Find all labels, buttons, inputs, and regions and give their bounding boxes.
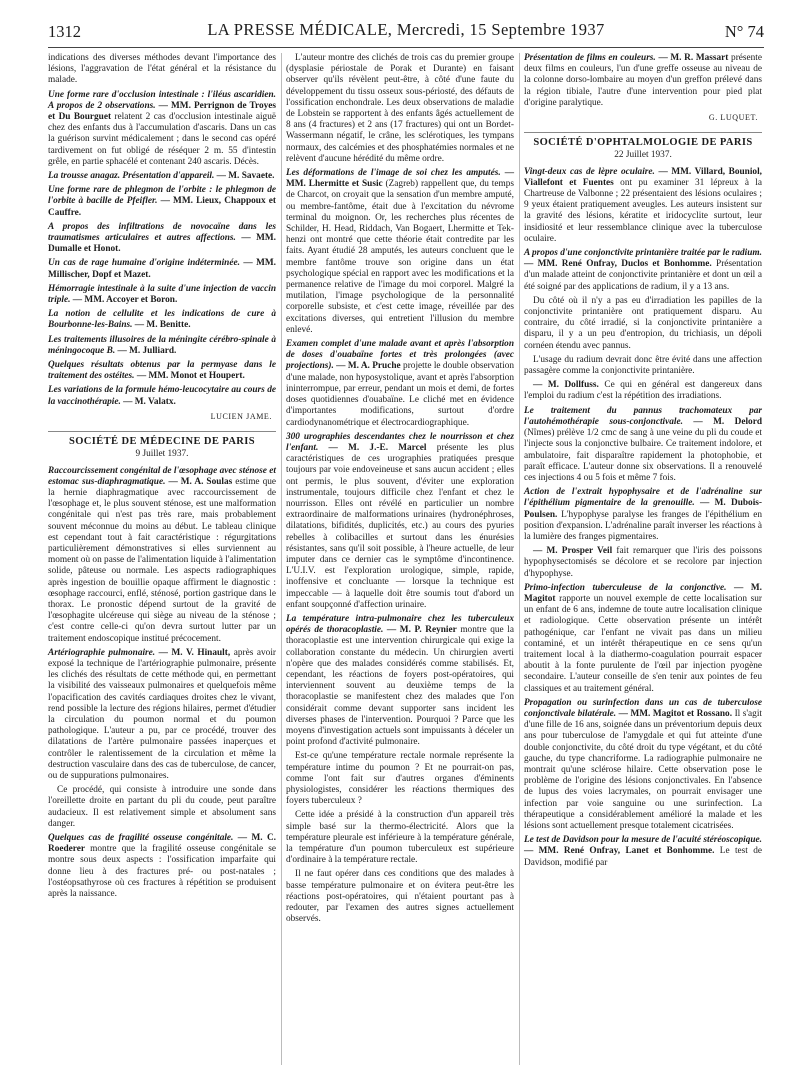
article-title: Quelques cas de fragilité osseuse congénitale. <box>48 833 234 843</box>
article-authors: — MM. Dumalle et Honot. <box>48 233 277 255</box>
article-title: Action de l'extrait hypophysaire et de l'adrénaline sur l'épithélium pigmentaire de la grenouille. <box>524 487 762 509</box>
article-entry <box>48 185 276 219</box>
article-entry <box>48 90 276 168</box>
article-authors: — M. A. Soulas <box>168 476 233 487</box>
comment-body: fait remarquer que l'iris des poissons hypophysectomisés se décolore et se recolore par injection d'hypophyse. <box>524 546 762 579</box>
article-body: présente deux films en couleurs, l'un d'une greffe osseuse au niveau de la colonne dorso-lombaire au moyen d'un greffon prélevé dans la région tibiale, l'autre d'une intervention pour pied plat d'origine paralytique. <box>524 53 763 108</box>
article-entry <box>286 168 514 336</box>
column-divider <box>281 53 282 1065</box>
article-title: Une forme rare d'occlusion intestinale : l'iléus ascaridien. A propos de 2 observations. <box>48 89 276 111</box>
article-title: A propos d'une conjonctivite printanière traitée par le radium. <box>524 248 762 259</box>
article-authors: — MM. Lieux, Chappoux et Cauffre. <box>48 196 276 218</box>
header-rule <box>48 47 764 48</box>
paragraph: indications des diverses méthodes devant l'importance des lésions, l'aggravation de l'état général et la résistance du malade. <box>48 53 276 86</box>
comment-entry <box>524 380 762 402</box>
article-body: projette le double observation d'une malade, non hyposystolique, avant et après l'absorption ininterrompue, par erreur, pendant un mois et demi, de fortes doses quotidiennes d'ouabaïne. Le cliché met en évidence d'importantes modifications, surtout d'ordre cardiodynanométrique et électrocardiographique. <box>286 361 514 428</box>
article-authors: — M. P. Reynier <box>386 625 457 636</box>
page-header <box>48 20 764 44</box>
paragraph: Cette idée a présidé à la construction d'un appareil très simple basé sur la thermo-électricité. Alors que la température pleurale est inférieure à la température générale, la température d'un poumon tuberculeux est supérieure d'ordinaire à la température rectale. <box>286 810 514 866</box>
article-body: rapporte un nouvel exemple de cette localisation sur un enfant de 6 ans, indemne de toute autre localisation clinique et radiologique. Cette observation présente un intérêt pathogénique, car l'enfant ne vivait pas dans un milieu contaminé, et un intérêt thérapeutique en ce sens qu'un traitement local à la diathermo-coagulation pourrait espacer aboutit à la fonte purulente de l'œil par injection pyogène secondaire. L'auteur conseille de s'en tenir aux pointes de feu classiques et au traitement général. <box>524 593 763 694</box>
article-authors: — M. Dubois-Poulsen. <box>524 498 763 520</box>
article-title: Propagation ou surinfection dans un cas de tuberculose conjonctivale bilatérale. <box>524 697 762 719</box>
article-title: Présentation de films en couleurs. <box>524 53 656 63</box>
article-title: La notion de cellulite et les indications de cure à Bourbonne-les-Bains. <box>48 309 276 331</box>
article-title: 300 urographies descendantes chez le nourrisson et chez l'enfant. <box>286 431 514 453</box>
comment-author: — M. Prosper Veil <box>533 546 613 557</box>
article-entry <box>48 171 276 182</box>
society-heading: SOCIÉTÉ D'OPHTALMOLOGIE DE PARIS <box>524 132 762 148</box>
article-entry <box>48 309 276 331</box>
article-authors: — MM. Magitot et Rossano. <box>618 708 733 719</box>
comment-entry <box>524 546 762 580</box>
article-authors: — M. C. Roederer <box>48 833 276 855</box>
article-title: Le test de Davidson pour la mesure de l'acuité stéréoscopique. <box>524 835 762 846</box>
article-entry <box>524 53 762 109</box>
article-entry <box>48 284 276 306</box>
comment-body: Ce qui en général est dangereux dans l'emploi du radium c'est la répétition des irradiations. <box>524 380 763 402</box>
article-entry <box>524 167 762 245</box>
article-entry <box>524 248 762 293</box>
article-authors: — MM. Lhermitte et Susic <box>286 168 514 190</box>
article-authors: — MM. Accoyer et Boron. <box>72 295 178 306</box>
paragraph: L'auteur montre des clichés de trois cas du premier groupe (dysplasie périostale de Porak et Durante) en faisant observer qu'ils révèlent peut-être, à côté d'une faute du développement du tissu osseux sous-périosté, des défauts de l'ossification enchondrale. Les deux observations de maladie de Lobstein se rapportent à des enfants âgés actuellement de 8 ans (4 fractures) et 2 ans (17 fractures) qui ont un Bordet-Wassermann négatif, le crâne, les sclérotiques, les tympans normaux, des calcémies et des phosphatémies normales et ne relèvent d'aucune hérédité du même ordre. <box>286 53 514 164</box>
article-authors: — MM. Monot et Houpert. <box>136 371 245 382</box>
article-entry <box>48 335 276 357</box>
article-title: Raccourcissement congénital de l'œsophage avec sténose et estomac sus-diaphragmatique. <box>48 465 276 487</box>
article-city: (Zagreb) <box>385 179 419 190</box>
comment-author: — M. Dollfuss. <box>533 380 599 391</box>
article-entry <box>48 258 276 280</box>
society-heading: SOCIÉTÉ DE MÉDECINE DE PARIS <box>48 431 276 447</box>
article-entry <box>48 833 276 900</box>
article-authors: — M. Valatx. <box>123 396 176 407</box>
article-authors: — MM. René Onfray, Duclos et Bonhomme. <box>524 259 712 270</box>
article-entry <box>524 487 762 543</box>
article-title: A propos des infiltrations de novocaïne dans les traumatismes articulaires et autres affections. <box>48 221 276 244</box>
article-body: estime que la hernie diaphragmatique avec raccourcissement de l'œsophage et, le plus souvent sténose, est une malformation congénitale qui n'est pas très rare, mais probablement souvent méconnue du moins au début. Le tableau clinique est cependant tout à fait caractéristique : régurgitations particulièrement démonstratives si elles surviennent au moment où on passe de l'alimentation liquide à l'alimentation solide, pâteuse ou normale. Les aspects radiographiques après ingestion de bouillie opaque affirment le diagnostic : œsophage raccourci, enflé, sténosé, portion gastrique dans le thorax. Le pronostic dépend surtout de la gravité de l'œsophagite ulcéreuse qui siège au niveau de la sténose ; c'est contre celle-ci qu'on devra surtout lutter par un traitement endoscopique institué précocement. <box>48 476 276 644</box>
article-title: Artériographie pulmonaire. <box>48 647 156 658</box>
signature: LUCIEN JAME. <box>210 411 272 421</box>
article-authors: — M. Delord <box>693 416 762 427</box>
column-3 <box>524 53 762 872</box>
article-entry <box>286 432 514 611</box>
article-body: montre que la fragilité osseuse congénitale se montre sous deux aspects : l'ossification imparfaite qui donne lieu à des fractures pré- ou post-natales ; l'ostéopsathyrose où ces fractures à répétition se produisent après la naissance. <box>48 844 277 900</box>
article-body: (Nîmes) prélève 1/2 cmc de sang à une veine du pli du coude et l'injecte sous la conjonctive bulbaire. Ce traitement indolore, et ambulatoire, fait disparaître rapidement la photophobie, et paraît efficace. L'auteur donne six observations. Il a renouvelé ces injections 4 ou 5 fois et même 7 fois. <box>524 428 762 483</box>
article-entry <box>524 698 762 832</box>
article-authors: — MM. Villard, Bouniol, Viallefont et Fuentes <box>524 166 762 188</box>
paragraph: L'usage du radium devrait donc être évité dans une affection passagère comme la conjonctivite printanière. <box>524 354 762 377</box>
article-authors: — MM. Perrignon de Troyes et Du Bourguet <box>48 100 277 123</box>
article-title: Les variations de la formule hémo-leucocytaire au cours de la vaccinothérapie. <box>48 385 276 407</box>
column-divider <box>519 53 520 1065</box>
article-body: Présentation d'un malade atteint de conjonctivite printanière et dont un œil a été soigné par des applications de radium, il y a 13 ans. <box>524 259 762 292</box>
paragraph: Il ne faut opérer dans ces conditions que des malades à basse température pulmonaire et on évitera peut-être les réactions post-opératoires, qui n'étaient pourtant pas à redouter, par l'examen des autres signes actuellement observés. <box>286 869 514 925</box>
article-entry <box>524 583 762 695</box>
article-authors: — M. Benitte. <box>134 320 191 331</box>
article-body: rappellent que, du temps de Charcot, on croyait que la sensation d'un membre amputé, ou membre-fantôme, était due à l'excitation du névrome terminal du moignon. Or, les recherches plus récentes de Schilder, H. Head, Riddach, Van Bogaert, Lhermitte et Tek-henzi ont montré que cette théorie était contredite par les faits. Ayant étudié 28 amputés, les auteurs concluent que le membre fantôme trouve son origine dans un état psychologique spécial en rapport avec les modifications et la permanence relative de l'image du moi corporel. Malgré la mutilation, l'image psychologique de la personnalité corporelle subsiste, et c'est cette image, réveillée par des excitations diverses, qui entretient l'illusion du membre enlevé. <box>286 179 514 335</box>
article-entry <box>286 614 514 748</box>
article-authors: — M. Savaete. <box>216 171 275 182</box>
paragraph: Ce procédé, qui consiste à introduire une sonde dans l'oreillette droite en partant du pli du coude, peut paraître audacieux. Il est relativement simple et absolument sans danger. <box>48 785 276 829</box>
article-authors: — M. V. Hinault, <box>158 647 231 658</box>
article-authors: — M. Magitot <box>524 582 762 604</box>
article-body: ont pu examiner 31 lépreux à la Chartreuse de Valbonne ; 22 présentaient des lésions oculaires ; 9 yeux étaient pratiquement aveugles. Les auteurs insistent sur la gravité des lésions, kératite et iridocyclite surtout, leur insidiosité et leur ressemblance clinique avec la tuberculose oculaire. <box>524 177 763 244</box>
article-authors: — MM. René Onfray, Lanet et Bonhomme. <box>524 846 715 857</box>
article-title: Les déformations de l'image de soi chez les amputés. <box>286 168 501 179</box>
article-authors: — MM. Millischer, Dopf et Mazet. <box>48 258 276 280</box>
article-entry <box>48 648 276 782</box>
article-body: montre que la thoracoplastie est une intervention chirurgicale qui exige la collaboration constante du médecin. Un chirurgien averti n'opère que des malades considérés comme stabilisés. Et, cependant, les réactions de foyers post-opératoires, qui interviennent souvent au deuxième temps de la thoracoplastie se manifestent chez des malades que l'on considérait comme devant supporter sans incident les diverses phases de l'intervention. Pourquoi ? Parce que les moyens d'investigation actuels sont impuissants à déceler un point profond d'activité pulmonaire. <box>286 625 514 748</box>
article-entry <box>48 385 276 407</box>
article-title: Hémorragie intestinale à la suite d'une injection de vaccin triple. <box>48 283 276 306</box>
page-number: 1312 <box>48 22 81 41</box>
article-title: Le traitement du pannus trachomateux par l'autohémothérapie sous-conjonctivale. <box>524 405 762 427</box>
article-title: Primo-infection tuberculeuse de la conjonctive. <box>524 582 727 593</box>
article-body: Il s'agit d'une fille de 16 ans, soignée dans un préventorium depuis deux ans pour tuberculose de l'amygdale et qui fut atteinte d'une double conjonctivite, du côté droit du type végétant, et du côté gauche, du type chancriforme. La radiographie pulmonaire ne montrait qu'une sclérose hilaire. Cette observation pose le problème de l'origine des lésions conjonctivales. En l'absence de lupus des voies lacrymales, on pourrait envisager une infection par voie sanguine ou une surinfection. La thérapeutique a considérablement amélioré la malade et les lésions sont actuellement presque totalement cicatrisées. <box>524 708 762 831</box>
article-title: Vingt-deux cas de lèpre oculaire. <box>524 166 655 177</box>
article-body: L'hypophyse paralyse les franges de l'épithélium en position d'expansion. L'adrénaline paraît inverser les réactions à la lumière des franges pigmentaires. <box>524 509 763 542</box>
article-title: La trousse anagaz. Présentation d'appareil. <box>48 171 215 182</box>
paragraph: Du côté où il n'y a pas eu d'irradiation les papilles de la conjonctivite printanière ont pratiquement disparu. Au contraire, du côté irradié, si la conjonctivite printanière a disparu, il y a un peu d'entropion, du trichiasis, un dépoli cornéen étendu avec pannus. <box>524 295 762 351</box>
article-title: Examen complet d'une malade avant et après l'absorption de doses d'ouabaïne fortes et très prolongées (avec projections). <box>286 339 514 372</box>
article-title: Les traitements illusoires de la méningite cérébro-spinale à méningocoque B. <box>48 334 276 356</box>
issue-number: N° 74 <box>724 22 764 41</box>
article-entry <box>48 466 276 645</box>
article-authors: — M. A. Pruche <box>336 361 401 372</box>
article-title: La température intra-pulmonaire chez les tuberculeux opérés de thoracoplastie. <box>286 613 514 636</box>
column-1 <box>48 53 276 903</box>
article-authors: — M. R. Massart <box>658 53 729 63</box>
article-body: relatent 2 cas d'occlusion intestinale aiguë chez des enfants dus à l'accumulation d'ascaris. Dans un cas la guérison survint médicalement ; dans le second cas opéré tardivement on fut obligé de réséquer 2 m. 55 d'intestin grêle, en partie sphacélé et contenant 240 ascaris. Décès. <box>48 112 276 167</box>
article-entry <box>524 406 762 484</box>
article-entry <box>286 339 514 429</box>
society-date: 22 Juillet 1937. <box>614 150 672 161</box>
article-title: Quelques résultats obtenus par la permyase dans le traitement des ostéites. <box>48 360 276 382</box>
article-entry <box>48 222 276 256</box>
article-body: Le test de Davidson, modifié par <box>524 846 763 868</box>
society-date: 9 Juillet 1937. <box>135 449 189 460</box>
article-body: présente les plus caractéristiques de ces urographies pratiquées presque toujours par voie endoveineuse et sans aucun accident ; elles ont permis, le plus souvent, d'éviter une exploration instrumentale, toujours difficile chez l'enfant et chez le nourrisson. Elles ont révélé en particulier un nombre extraordinaire de malformations urinaires (hydronéphroses, dilatations, bifidités, duplicités, etc.) au cours des pyuries rebelles à colibacilles et surtout dans les énurésies résistantes, sans qu'il soit possible, à l'heure actuelle, de leur imputer dans ce dernier cas le symptôme d'incontinence. L'U.I.V. est l'exploration urologique, simple, rapide, inoffensive et concluante — lorsque la technique est impeccable — à laquelle doit être soumis tout d'abord un enfant soupçonné d'affection urinaire. <box>286 442 515 610</box>
article-title: Un cas de rage humaine d'origine indéterminée. <box>48 258 240 269</box>
column-2 <box>286 53 514 928</box>
article-title: Une forme rare de phlegmon de l'orbite : le phlegmon de l'orbite à bacille de Pfeifler. <box>48 185 276 207</box>
article-body: après avoir exposé la technique de l'artériographie pulmonaire, présente les clichés des résultats de cette méthode qui, en permettant la visibilité des vaisseaux pulmonaires et quelquefois même l'opacification des cavités cardiaques droites chez le vivant, rend possible la lecture des régions hilaires, permet d'étudier la circulation du poumon normal et du poumon pathologique. L'auteur a pu, par ce procédé, trouver des dilatations de l'artère pulmonaire passées inaperçues et contrôler le ralentissement de la circulation et même la destruction vasculaire dans des cas de tuberculose, de cancer, ou de suppurations pulmonaires. <box>48 647 276 781</box>
signature: G. LUQUET. <box>708 113 758 123</box>
article-authors: — M. Julliard. <box>117 345 177 356</box>
journal-title: LA PRESSE MÉDICALE, Mercredi, 15 Septembre 1937 <box>207 20 605 39</box>
article-entry <box>48 360 276 382</box>
article-authors: — M. J.-E. Marcel <box>328 442 427 453</box>
article-entry <box>524 835 762 869</box>
paragraph: Est-ce qu'une température rectale normale représente la température intime du poumon ? Et ne pourrait-on pas, comme l'ont fait sur d'autres organes d'éminents physiologistes, considérer les réactions thermiques des foyers tuberculeux ? <box>286 751 514 807</box>
